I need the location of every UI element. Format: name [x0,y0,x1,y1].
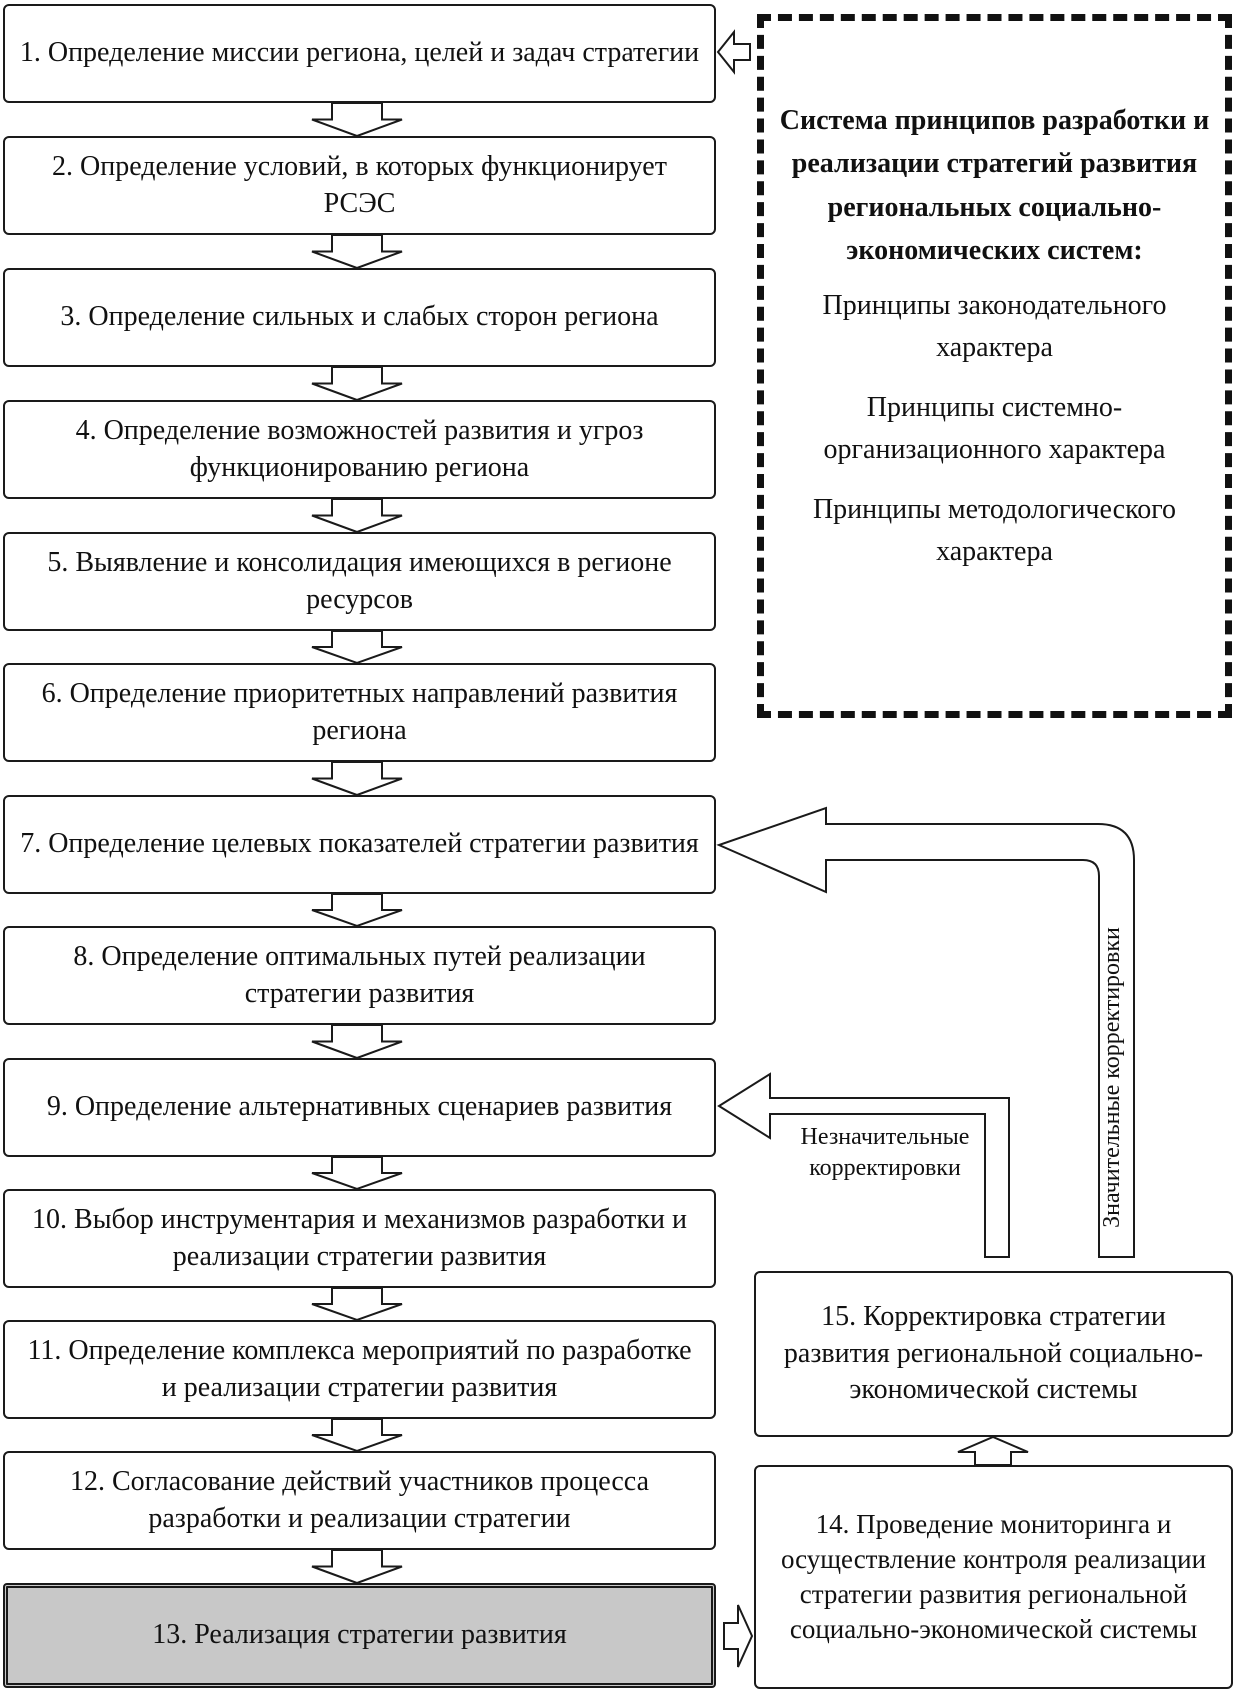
down-arrow-1-2 [312,103,402,136]
step-2 [3,136,716,235]
down-arrow-11-12 [312,1419,402,1451]
principle-legislative: Принципы законодательного характера [822,289,1167,363]
principles-system-box [757,14,1232,718]
step-8 [3,926,716,1025]
step-3 [3,268,716,367]
principle-system-organizational: Принципы системно-организационного характера [823,391,1166,465]
step-5-label: 5. Выявление и консолидация имеющихся в регионе ресурсов [47,547,672,615]
principles-to-step1-arrow [718,32,750,72]
step-15-correction [754,1271,1233,1437]
major-corrections-label: Значительные корректировки [1098,926,1125,1228]
step-13-implementation [3,1583,716,1688]
down-arrow-9-10 [312,1157,402,1189]
step-7-label: 7. Определение целевых показателей стратегии развития [20,828,699,860]
step14-to-step15-arrow [958,1437,1028,1465]
minor-corrections-label: Незначительные корректировки [800,1124,970,1182]
down-arrow-5-6 [312,631,402,663]
step-14-label: 14. Проведение мониторинга и осуществление контроля реализации стратегии развития региональной социально-экономической системы [780,1508,1207,1645]
step-12-label: 12. Согласование действий участников процесса разработки и реализации стратегии [69,1466,650,1534]
step-12 [3,1451,716,1550]
major-corrections-arrow [719,808,1134,1257]
step-3-label: 3. Определение сильных и слабых сторон региона [60,301,659,333]
step-10 [3,1189,716,1288]
step13-to-step14-arrow [724,1605,752,1667]
step-1 [3,4,716,103]
down-arrow-3-4 [312,367,402,400]
step-6-label: 6. Определение приоритетных направлений развития региона [41,678,678,746]
step-2-label: 2. Определение условий, в которых функционирует РСЭС [52,151,667,219]
step-6 [3,663,716,762]
down-arrow-10-11 [312,1288,402,1320]
step-11 [3,1320,716,1419]
step-9-label: 9. Определение альтернативных сценариев развития [46,1091,673,1123]
step-15-label: 15. Корректировка стратегии развития региональной социально-экономической системы [783,1301,1204,1406]
down-arrow-6-7 [312,762,402,795]
principle-methodological: Принципы методологического характера [812,493,1177,567]
step-8-label: 8. Определение оптимальных путей реализации стратегии развития [73,941,646,1009]
step-5 [3,532,716,631]
principles-title: Система принципов разработки и реализации стратегий развития региональных социально-экономических систем: [779,105,1210,267]
step-11-label: 11. Определение комплекса мероприятий по разработке и реализации стратегии развития [27,1335,692,1403]
down-arrow-8-9 [312,1025,402,1058]
down-arrow-2-3 [312,235,402,268]
step-1-label: 1. Определение миссии региона, целей и задач стратегии [19,37,700,69]
major-corrections-label-wrap [1098,906,1125,1248]
down-arrow-4-5 [312,499,402,532]
down-arrow-7-8 [312,894,402,926]
down-arrow-12-13 [312,1550,402,1583]
step-10-label: 10. Выбор инструментария и механизмов разработки и реализации стратегии развития [32,1204,687,1272]
step-14-monitoring [754,1465,1233,1689]
step-4-label: 4. Определение возможностей развития и угроз функционированию региона [75,415,644,483]
step-7 [3,795,716,894]
step-13-label: 13. Реализация стратегии развития [152,1619,567,1651]
step-9 [3,1058,716,1157]
step-4 [3,400,716,499]
